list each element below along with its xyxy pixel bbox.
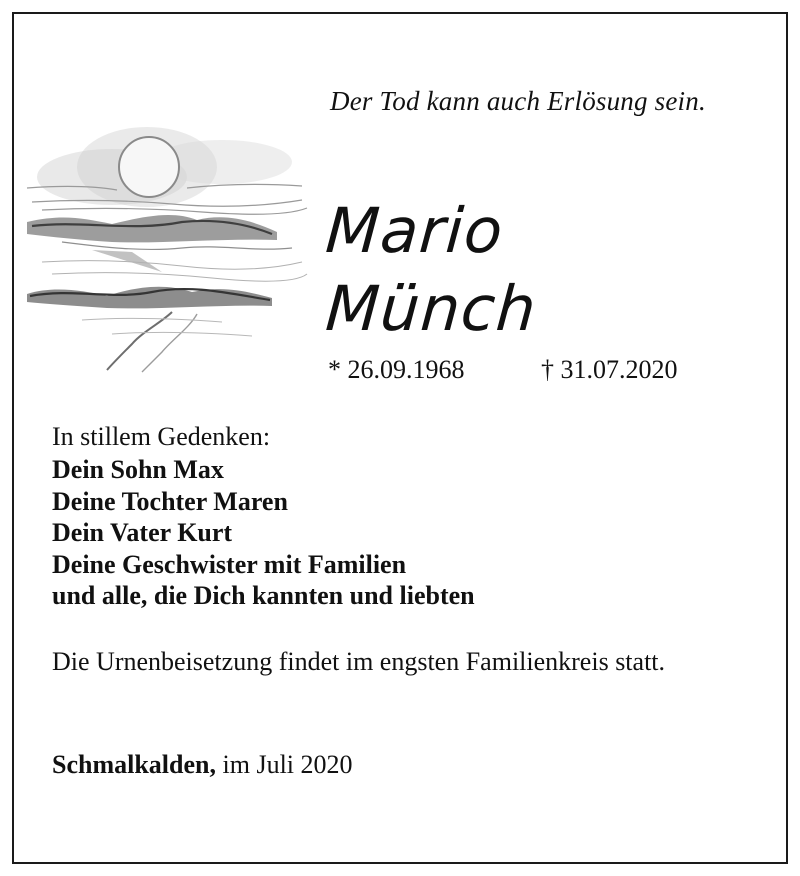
burial-notice: Die Urnenbeisetzung findet im engsten Familienkreis statt.	[52, 647, 666, 676]
memorial-intro: In stillem Gedenken:	[52, 422, 271, 451]
death-date: † 31.07.2020	[541, 355, 678, 384]
place-and-date	[52, 750, 353, 780]
life-dates	[328, 355, 678, 385]
motto-quote: Der Tod kann auch Erlösung sein.	[330, 86, 706, 116]
list-item: Deine Geschwister mit Familien	[52, 549, 407, 579]
sun-over-landscape-icon	[22, 122, 312, 377]
deceased-first-name: Mario	[323, 194, 506, 267]
mourners-list	[52, 454, 475, 612]
list-item: Dein Sohn Max	[52, 455, 224, 484]
place-city: Schmalkalden,	[52, 750, 216, 779]
deceased-last-name: Münch	[323, 272, 540, 345]
birth-date: * 26.09.1968	[328, 355, 465, 384]
list-item: Deine Tochter Maren	[52, 486, 288, 516]
notice-date: im Juli 2020	[216, 750, 353, 779]
list-item: und alle, die Dich kannten und liebten	[52, 581, 475, 610]
list-item: Dein Vater Kurt	[52, 518, 233, 547]
